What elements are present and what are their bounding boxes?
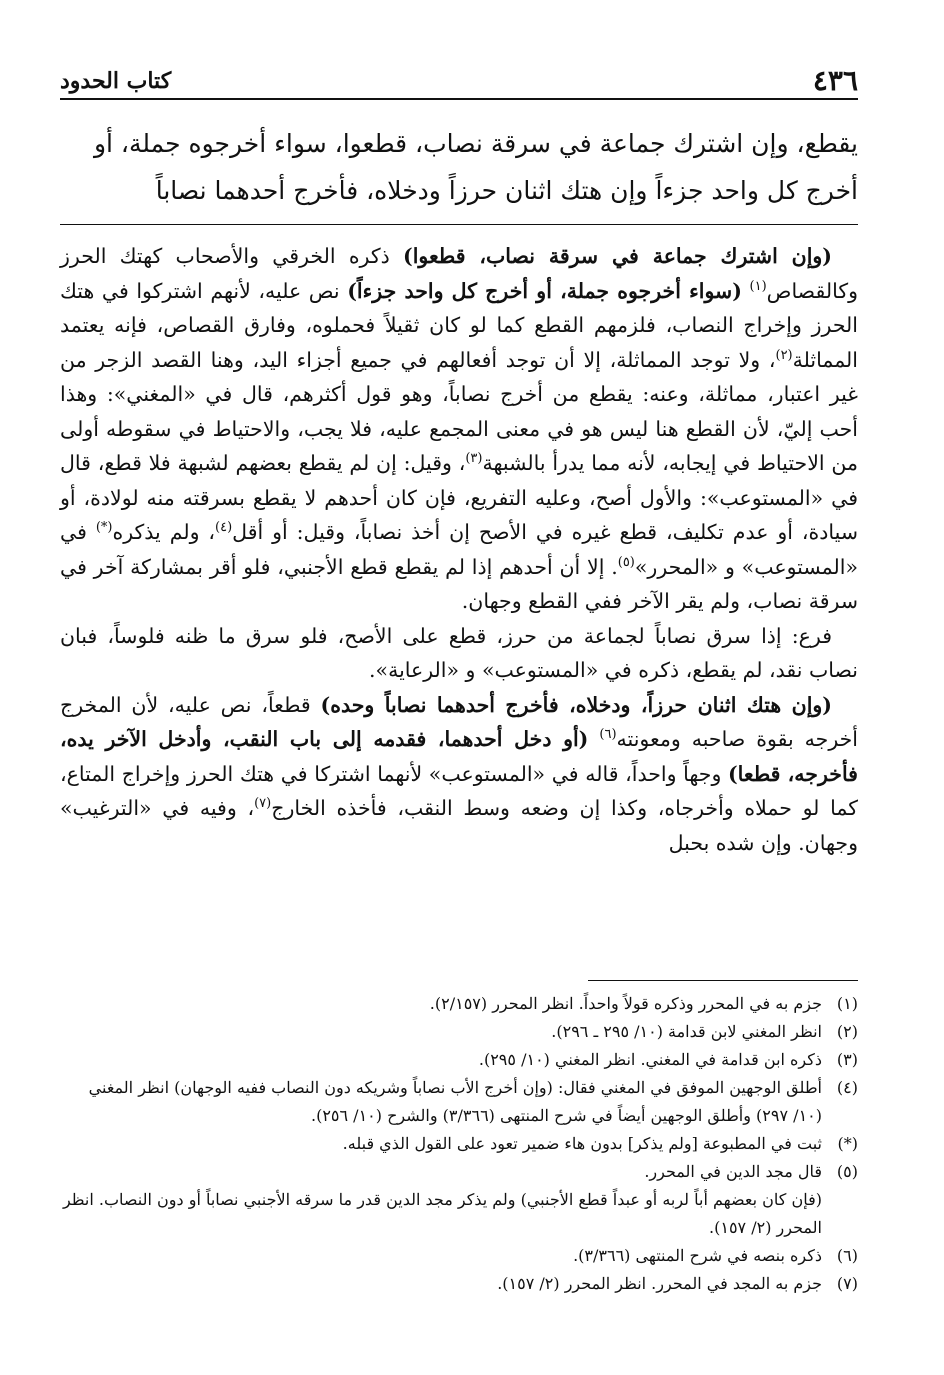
commentary-text: ، وفيه في «الترغيب» وجهان. وإن شده بحبل: [60, 796, 858, 855]
commentary-text: [742, 279, 750, 303]
footnote-ref: (٤): [215, 520, 233, 536]
footnote-text: جزم به المجد في المحرر. انظر المحرر (٢/ ١٥٧).: [497, 1274, 822, 1293]
footnote-number: (١): [836, 994, 858, 1013]
page-header: [60, 64, 858, 100]
footnote-ref: (١): [749, 278, 767, 294]
footnote-number: (٦): [836, 1246, 858, 1265]
matn-line: أخرج كل واحد جزءاً وإن هتك اثنان حرزاً ودخلاه، فأخرج أحدهما نصاباً: [155, 176, 858, 205]
footnote: [60, 1270, 858, 1298]
footnote-text: (فإن كان بعضهم أباً لربه أو عبداً قطع الأجنبي) ولم يذكر مجد الدين قدر ما سرقه الأجنبي نصاباً أو دون النصاب. انظر المحرر (٢/ ١٥٧).: [62, 1190, 822, 1237]
footnote-number: (٧): [836, 1274, 858, 1293]
bold-matn-quote: (أو دخل أحدهما، فقدمه إلى باب النقب، وأدخل الآخر يده، فأخرجه، قطعا): [60, 727, 858, 786]
commentary-text: في «المستوعب» و «المحرر»: [60, 520, 858, 579]
commentary-text: ، وقيل: إن لم يقطع بعضهم لشبهة فلا قطع، قال في «المستوعب»: والأول أصح، وعليه التفريع، فإن كان أحدهم لا يقطع بسرقته منه لولادة، أو سيادة، أو عدم تكليف، قطع غيره في الأصح إن أخذ نصاباً، وقيل: أو أقل: [60, 451, 858, 544]
footnote: [60, 1242, 858, 1270]
footnote-number: (*): [837, 1134, 858, 1153]
bold-matn-quote: (سواء أخرجوه جملة، أو أخرج كل واحد جزءاً): [347, 278, 742, 303]
commentary-text: ذكره الخرقي والأصحاب كهتك الحرز وكالقصاص: [60, 244, 858, 303]
footnote-ref: (٥): [617, 554, 635, 570]
footnote-number: (٢): [836, 1022, 858, 1041]
footnote-text: ذكره ابن قدامة في المغني. انظر المغني (١٠/ ٢٩٥).: [478, 1050, 822, 1069]
footnote-number: (٥): [836, 1162, 858, 1181]
commentary-paragraph: [60, 239, 858, 619]
footnote: [60, 990, 858, 1018]
footnote: [60, 1130, 858, 1158]
commentary-paragraph: [60, 619, 858, 688]
commentary-text: قطعاً، نص عليه، لأن المخرج أخرجه بقوة صاحبه ومعونته: [60, 692, 858, 751]
footnote-number: (٤): [836, 1078, 858, 1097]
footnote: [60, 1018, 858, 1046]
running-title: كتاب الحدود: [60, 68, 172, 94]
footnote-ref: (*): [95, 520, 113, 536]
footnote: [60, 1074, 858, 1130]
footnote-text: جزم به في المحرر وذكره قولاً واحداً. انظر المحرر (٢/١٥٧).: [429, 994, 822, 1013]
bold-matn-quote: (وإن هتك اثنان حرزاً، ودخلاه، فأخرج أحدهما نصاباً وحده): [320, 692, 833, 717]
commentary-text: ، ولا توجد المماثلة، إلا أن توجد أفعالهم في جميع أجزاء اليد، وهنا القصد الزجر من غير اعتبار، مماثلة، وعنه: يقطع من أخرج نصاباً، وهو قول أكثرهم، قال في «المغني»: وهذا أحب إليّ، لأن القطع هنا ليس هو في معنى المجمع عليه، فلا يجب، والاحتياط في سقوطه أولى من الاحتياط في إيجابه، لأنه مما يدرأ بالشبهة: [60, 347, 858, 475]
commentary: [60, 239, 858, 860]
commentary-text: . إلا أن أحدهم إذا لم يقطع قطع الأجنبي، فلو أقر بمشاركة آخر في سرقة نصاب، ولم يقر الآخر ففي القطع وجهان.: [60, 554, 858, 613]
commentary-text: وجهاً واحداً، قاله في «المستوعب» لأنهما اشتركا في هتك الحرز وإخراج المتاع، كما لو حملاه وأخرجاه، وكذا إن وضعه وسط النقب، فأخذه الخارج: [60, 761, 858, 820]
footnote-ref: (٧): [254, 796, 272, 812]
footnote-ref: (٣): [465, 451, 483, 467]
footnotes: [60, 990, 858, 1298]
footnote-ref: (٢): [775, 347, 793, 363]
matn-line: يقطع، وإن اشترك جماعة في سرقة نصاب، قطعوا، سواء أخرجوه جملة، أو: [93, 129, 858, 158]
footnote-separator: [588, 980, 858, 981]
footnote-text: قال مجد الدين في المحرر.: [644, 1162, 822, 1181]
commentary-text: [588, 727, 599, 751]
commentary-text: ، ولم يذكره: [112, 520, 216, 544]
page-number: ٤٣٦: [812, 64, 858, 97]
footnote: [60, 1046, 858, 1074]
footnote-text: أطلق الوجهين الموفق في المغني فقال: (وإن أخرج الأب نصاباً وشريكه دون النصاب ففيه الوجهان) انظر المغني (١٠/ ٢٩٧) وأطلق الوجهين أيضاً في شرح المنتهى (٣/٣٦٦) والشرح (١٠/ ٢٥٦).: [88, 1078, 822, 1125]
bold-matn-quote: (وإن اشترك جماعة في سرقة نصاب، قطعوا): [403, 244, 833, 268]
footnote-text: ثبت في المطبوعة [ولم يذكر] بدون هاء ضمير تعود على القول الذي قبله.: [342, 1134, 822, 1153]
footnote: [60, 1158, 858, 1186]
commentary-text: فرع: إذا سرق نصاباً لجماعة من حرز، قطع على الأصح، فلو سرق ما ظنه فلوساً، فبان نصاب نقد، لم يقطع، ذكره في «المستوعب» و «الرعاية».: [60, 623, 858, 682]
commentary-paragraph: [60, 688, 858, 861]
footnote-number: (٣): [836, 1050, 858, 1069]
matn-text: [60, 120, 858, 214]
footnote-text: انظر المغني لابن قدامة (١٠/ ٢٩٥ ـ ٢٩٦).: [551, 1022, 822, 1041]
commentary-text: نص عليه، لأنهم اشتركوا في هتك الحرز وإخراج النصاب، فلزمهم القطع كما لو كان ثقيلاً فحملوه، وفارق القصاص، فإنه يعتمد المماثلة: [60, 278, 858, 372]
footnote-continuation: [60, 1186, 858, 1242]
footnote-text: ذكره بنصه في شرح المنتهى (٣/٣٦٦).: [573, 1246, 822, 1265]
footnote-ref: (٦): [599, 727, 617, 743]
matn-separator: [60, 224, 858, 225]
